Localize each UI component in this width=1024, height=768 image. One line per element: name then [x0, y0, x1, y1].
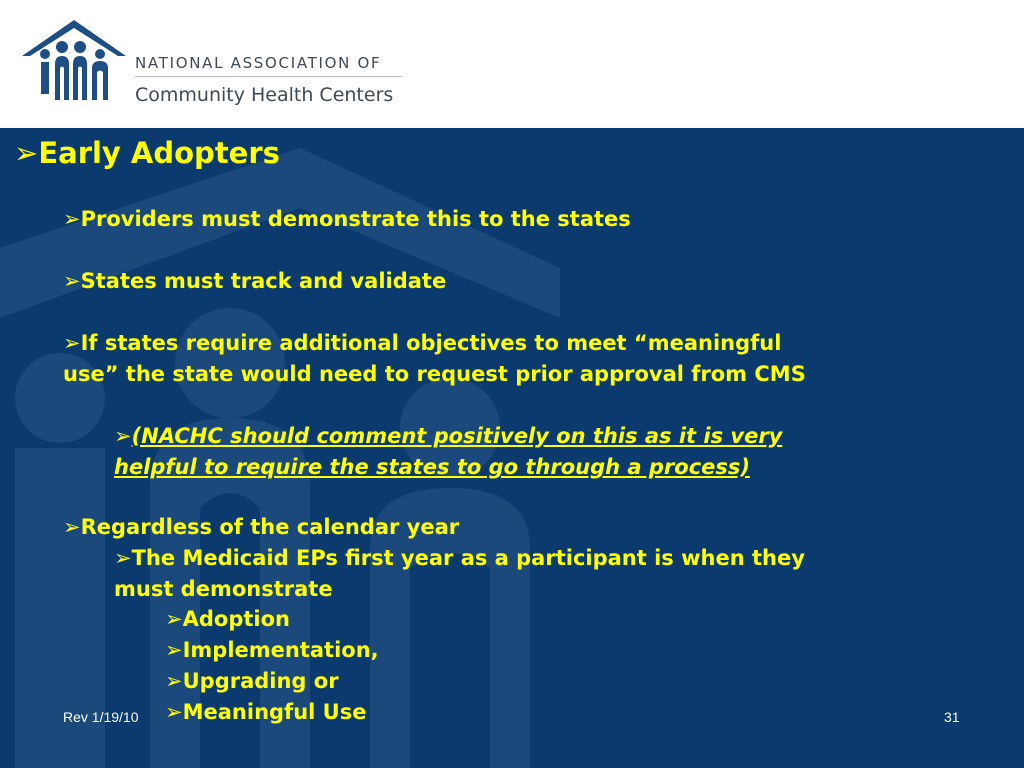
- arrow-bullet-icon: ➢: [165, 607, 183, 631]
- bullet-nachc-comment-cont: helpful to require the states to go through a process): [114, 455, 750, 479]
- arrow-bullet-icon: ➢: [63, 331, 81, 355]
- logo-divider: [135, 76, 402, 77]
- bullet-medicaid-eps-cont: must demonstrate: [114, 577, 333, 601]
- arrow-bullet-icon: ➢: [165, 638, 183, 662]
- bullet-additional-objectives: ➢If states require additional objectives to meet “meaningful: [63, 331, 782, 355]
- slide-number: 31: [944, 709, 960, 725]
- bullet-regardless: ➢Regardless of the calendar year: [63, 515, 460, 539]
- footer-revision: Rev 1/19/10: [63, 709, 139, 725]
- bullet-medicaid-eps: ➢The Medicaid EPs first year as a participant is when they: [114, 546, 805, 570]
- arrow-bullet-icon: ➢: [114, 424, 132, 448]
- arrow-bullet-icon: ➢: [63, 269, 81, 293]
- arrow-bullet-icon: ➢: [165, 669, 183, 693]
- logo-wordmark-top: NATIONAL ASSOCIATION OF: [135, 54, 382, 72]
- heading-early-adopters: ➢Early Adopters: [14, 136, 280, 170]
- arrow-bullet-icon: ➢: [165, 700, 183, 724]
- bullet-meaningful-use: ➢Meaningful Use: [165, 700, 367, 724]
- slide-header: [0, 0, 1024, 128]
- arrow-bullet-icon: ➢: [63, 207, 81, 231]
- arrow-bullet-icon: ➢: [14, 136, 39, 170]
- logo-wordmark-bottom: Community Health Centers: [135, 84, 394, 106]
- bullet-states-track: ➢States must track and validate: [63, 269, 447, 293]
- arrow-bullet-icon: ➢: [63, 515, 81, 539]
- bullet-implementation: ➢Implementation,: [165, 638, 379, 662]
- bullet-additional-objectives-cont: use” the state would need to request prior approval from CMS: [63, 362, 806, 386]
- arrow-bullet-icon: ➢: [114, 546, 132, 570]
- bullet-nachc-comment: ➢(NACHC should comment positively on this as it is very: [114, 424, 783, 448]
- bullet-providers: ➢Providers must demonstrate this to the states: [63, 207, 631, 231]
- bullet-adoption: ➢Adoption: [165, 607, 290, 631]
- nachc-logo-icon: [18, 14, 130, 106]
- bullet-upgrading: ➢Upgrading or: [165, 669, 339, 693]
